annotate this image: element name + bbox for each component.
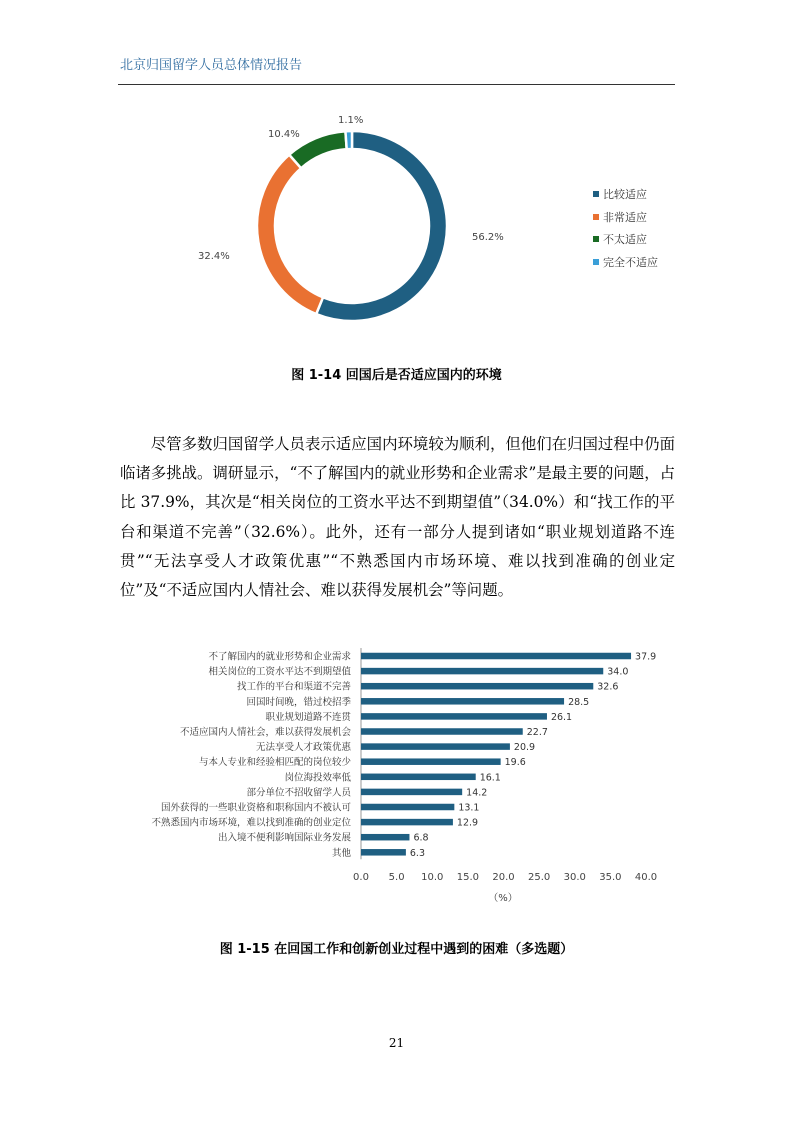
donut-slice-label: 1.1% (338, 115, 364, 126)
category-label: 其他 (331, 847, 351, 859)
category-label: 不熟悉国内市场环境，难以找到准确的创业定位 (151, 817, 351, 829)
category-label: 出入境不便利影响国际业务发展 (217, 832, 351, 844)
x-tick-label: 5.0 (388, 872, 405, 883)
legend-swatch (593, 191, 599, 197)
bar-value-label: 32.6 (597, 681, 619, 693)
running-header: 北京归国留学人员总体情况报告 (120, 58, 303, 73)
bar (361, 789, 462, 796)
bar-value-label: 28.5 (568, 696, 590, 708)
legend-item (593, 183, 658, 206)
bar-value-label: 34.0 (607, 666, 629, 678)
category-label: 回国时间晚，错过校招季 (246, 696, 351, 708)
bar (361, 834, 409, 841)
header-rule (118, 84, 675, 85)
legend-label: 不太适应 (603, 233, 647, 247)
bar (361, 743, 510, 750)
bar (361, 804, 454, 811)
bar-value-label: 16.1 (479, 772, 501, 784)
legend-swatch (593, 259, 599, 265)
category-label: 找工作的平台和渠道不完善 (236, 681, 351, 693)
donut-slice (345, 131, 352, 149)
page-number: 21 (388, 1036, 405, 1050)
x-tick-label: 35.0 (599, 872, 622, 883)
category-label: 岗位海投效率低 (284, 772, 351, 784)
bar (361, 758, 501, 765)
bar-value-label: 20.9 (513, 742, 536, 754)
legend-item (593, 251, 658, 274)
x-tick-label: 40.0 (634, 872, 658, 883)
legend-label: 比较适应 (603, 188, 647, 202)
category-label: 相关岗位的工资水平达不到期望值 (208, 666, 351, 678)
legend-label: 完全不适应 (603, 256, 658, 270)
donut-slice-label: 32.4% (198, 251, 230, 262)
bar-chart (0, 640, 793, 910)
category-label: 部分单位不招收留学人员 (246, 787, 351, 799)
category-label: 不了解国内的就业形势和企业需求 (208, 651, 351, 663)
donut-slice (316, 131, 447, 321)
bar-value-label: 19.6 (504, 757, 526, 769)
bar (361, 774, 476, 781)
bar (361, 668, 603, 675)
x-tick-label: 20.0 (492, 872, 515, 883)
bar (361, 653, 631, 660)
legend-item (593, 206, 658, 229)
x-tick-label: 30.0 (563, 872, 586, 883)
figure-1-14-caption: 图 1-14 回国后是否适应国内的环境 (291, 368, 502, 383)
category-label: 无法享受人才政策优惠 (255, 742, 351, 754)
category-label: 不适应国内人情社会，难以获得发展机会 (179, 727, 351, 738)
donut-slice-label: 10.4% (268, 129, 300, 140)
bar (361, 849, 406, 856)
bar-value-label: 12.9 (456, 817, 479, 829)
x-tick-label: 25.0 (527, 872, 551, 883)
bar (361, 819, 453, 826)
bar (361, 713, 547, 720)
legend-label: 非常适应 (603, 210, 647, 224)
bar-value-label: 22.7 (526, 727, 548, 738)
bar (361, 698, 564, 705)
body-paragraph: 尽管多数归国留学人员表示适应国内环境较为顺利，但他们在归国过程中仍面临诸多挑战。调研显示，“不了解国内的就业形势和企业需求”是最主要的问题，占比 37.9%，其次是“相关岗位的工资水平达不到期望值”（34.0%）和“找工作的平台和渠道不完善”（32.6%）。此外，还有一部分人提到诸如“职业规划道路不连贯”“无法享受人才政策优惠”“不熟悉国内市场环境、难以找到准确的创业定位”及“不适应国内人情社会、难以获得发展机会”等问题。 (120, 435, 675, 600)
bar (361, 728, 523, 735)
bar-value-label: 26.1 (550, 711, 573, 723)
bar (361, 683, 593, 690)
legend-item (593, 228, 658, 251)
x-tick-label: 0.0 (353, 872, 369, 883)
bar-value-label: 13.1 (458, 802, 480, 814)
bar-value-label: 14.2 (466, 787, 488, 799)
donut-slice (257, 155, 323, 314)
donut-chart (150, 100, 590, 340)
figure-1-15-caption: 图 1-15 在回国工作和创新创业过程中遇到的困难（多选题） (219, 942, 574, 957)
legend-swatch (593, 236, 599, 242)
bar-value-label: 6.8 (413, 832, 429, 844)
category-label: 国外获得的一些职业资格和职称国内不被认可 (160, 802, 351, 814)
bar-value-label: 6.3 (409, 847, 425, 859)
x-tick-label: 15.0 (456, 872, 480, 883)
category-label: 职业规划道路不连贯 (265, 711, 351, 723)
category-label: 与本人专业和经验相匹配的岗位较少 (198, 757, 351, 769)
x-tick-label: 10.0 (421, 872, 444, 883)
legend-swatch (593, 214, 599, 220)
donut-slice-label: 56.2% (472, 232, 504, 243)
x-axis-label: （%） (488, 893, 518, 904)
donut-legend (593, 183, 658, 273)
bar-value-label: 37.9 (635, 651, 657, 663)
